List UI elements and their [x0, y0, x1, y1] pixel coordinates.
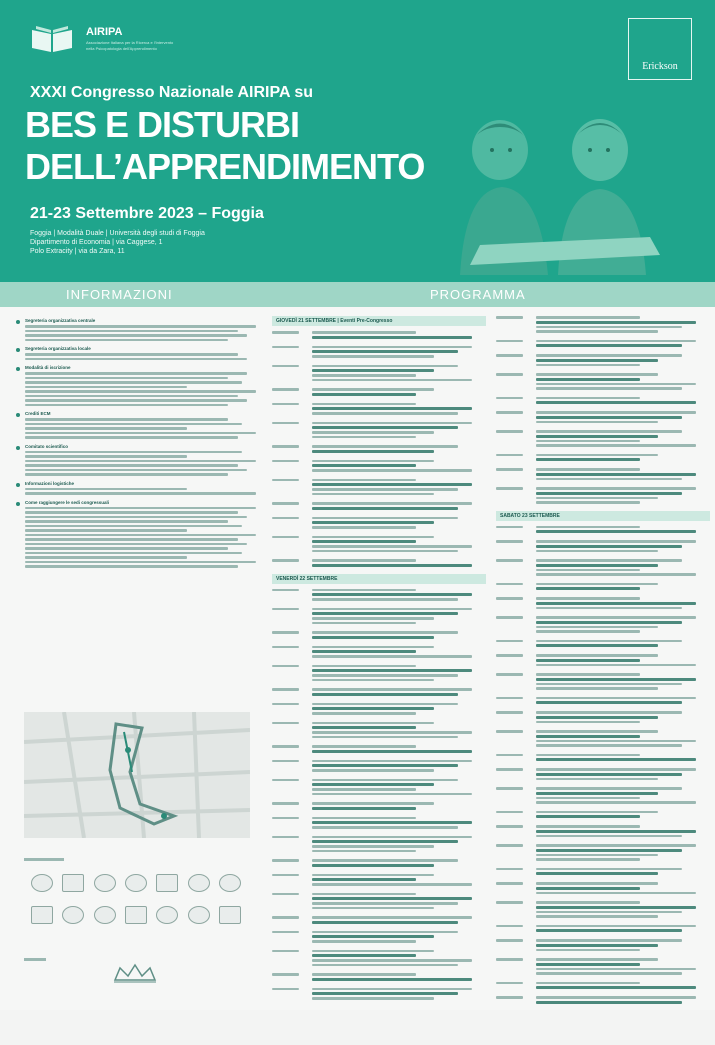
- publisher-logo: Erickson: [628, 18, 692, 80]
- program-slot: [272, 988, 486, 1000]
- program-slot: [496, 340, 710, 348]
- program-slot: [496, 640, 710, 648]
- info-section-title: INFORMAZIONI: [66, 287, 173, 302]
- sponsor-logo: [31, 874, 53, 892]
- program-column-right: [496, 316, 710, 1006]
- sponsor-logo: [94, 874, 116, 892]
- program-slot: [272, 346, 486, 358]
- program-slot: [496, 996, 710, 1006]
- sponsor-logo: [188, 906, 210, 924]
- program-slot: [272, 722, 486, 739]
- program-slot: [272, 745, 486, 753]
- program-slot: [272, 931, 486, 943]
- program-slot: [272, 331, 486, 339]
- program-slot: [496, 540, 710, 552]
- program-slot: [496, 754, 710, 762]
- sponsor-logo: [94, 906, 116, 924]
- sponsor-logos: [26, 874, 246, 924]
- info-item-heading: Segreteria organizzativa locale: [25, 346, 91, 351]
- sponsors-label-bar: [24, 858, 64, 861]
- program-slot: [496, 397, 710, 405]
- program-slot: [496, 373, 710, 390]
- program-slot: [272, 631, 486, 639]
- organization-subtitle-line: Associazione Italiana per la Ricerca e l'Intervento: [86, 40, 174, 45]
- info-item: [16, 500, 256, 568]
- venue-line: Foggia | Modalità Duale | Università degli studi di Foggia: [30, 230, 205, 237]
- program-slot: [496, 654, 710, 666]
- program-slot: [496, 559, 710, 576]
- program-slot: [496, 316, 710, 333]
- info-item: [16, 411, 256, 439]
- program-slot: [496, 811, 710, 819]
- sponsor-logo: [156, 906, 178, 924]
- program-slot: [272, 802, 486, 810]
- program-slot: [496, 597, 710, 609]
- venue-line: Polo Extracity | via da Zara, 11: [30, 248, 125, 255]
- venue-map: [24, 712, 250, 838]
- sponsor-logo: [219, 906, 241, 924]
- info-item: [16, 346, 256, 360]
- pre-title: XXXI Congresso Nazionale AIRIPA su: [30, 84, 314, 101]
- program-section-title: PROGRAMMA: [430, 287, 526, 302]
- program-slot: [272, 859, 486, 867]
- info-item-heading: Comitato scientifico: [25, 443, 69, 449]
- sponsors2-label-bar: [24, 958, 46, 961]
- info-item: [16, 365, 256, 406]
- program-slot: [272, 973, 486, 981]
- program-slot: [496, 673, 710, 690]
- program-slot: [496, 616, 710, 633]
- day-header: VENERDÌ 22 SETTEMBRE: [272, 574, 486, 584]
- title-line-1: BES E DISTURBI: [25, 104, 300, 145]
- program-slot: [272, 403, 486, 415]
- program-slot: [272, 502, 486, 510]
- sponsor-logo: [125, 874, 147, 892]
- program-slot: [272, 779, 486, 796]
- bottom-margin: [0, 1010, 715, 1045]
- header-banner: [0, 0, 715, 282]
- program-slot: [496, 711, 710, 723]
- sponsor-logo: [219, 874, 241, 892]
- children-reading-photo: [440, 95, 680, 275]
- program-slot: [496, 526, 710, 534]
- event-dates: 21-23 Settembre 2023 – Foggia: [30, 205, 264, 222]
- program-slot: [272, 665, 486, 682]
- program-slot: [496, 487, 710, 504]
- program-slot: [496, 939, 710, 951]
- program-slot: [496, 697, 710, 705]
- program-slot: [272, 950, 486, 967]
- program-slot: [272, 460, 486, 472]
- program-slot: [496, 454, 710, 462]
- program-slot: [496, 411, 710, 423]
- program-slot: [272, 874, 486, 886]
- sponsor-logo: [62, 906, 84, 924]
- info-column: [16, 318, 256, 573]
- organization-subtitle-line: nella Psicopatologia dell'Apprendimento: [86, 46, 157, 51]
- info-item: [16, 481, 256, 495]
- program-slot: [496, 958, 710, 975]
- sponsor-logo: [125, 906, 147, 924]
- open-book-icon: [30, 22, 74, 56]
- program-slot: [496, 925, 710, 933]
- program-slot: [272, 536, 486, 553]
- organization-name: AIRIPA: [86, 26, 123, 38]
- program-slot: [496, 430, 710, 447]
- program-slot: [496, 787, 710, 804]
- program-slot: [272, 893, 486, 910]
- sponsor-logo: [62, 874, 84, 892]
- program-slot: [272, 703, 486, 715]
- program-slot: [272, 479, 486, 496]
- program-slot: [496, 868, 710, 876]
- program-slot: [272, 517, 486, 529]
- info-item: [16, 318, 256, 341]
- program-slot: [496, 982, 710, 990]
- program-slot: [496, 730, 710, 747]
- info-item-heading: Crediti ECM: [25, 411, 51, 416]
- day-header: SABATO 23 SETTEMBRE: [496, 511, 710, 521]
- program-column-left: [272, 316, 486, 1006]
- sponsor-logo: [156, 874, 178, 892]
- organization-subtitle: [86, 40, 236, 52]
- sponsor-logo: [188, 874, 210, 892]
- crown-emblem-logo: [110, 962, 160, 984]
- program-slot: [496, 844, 710, 861]
- program-slot: [272, 646, 486, 658]
- program-slot: [272, 422, 486, 439]
- program-slot: [272, 688, 486, 696]
- program-slot: [272, 836, 486, 853]
- program-slot: [496, 882, 710, 894]
- program-slot: [272, 817, 486, 829]
- program-slot: [272, 589, 486, 601]
- title-line-2: DELL’APPRENDIMENTO: [25, 146, 425, 187]
- program-slot: [496, 468, 710, 480]
- info-item-heading: Segreteria organizzativa centrale: [25, 318, 96, 323]
- program-slot: [496, 768, 710, 780]
- program-slot: [272, 365, 486, 382]
- organization-block: [30, 22, 236, 56]
- program-slot: [496, 901, 710, 918]
- program-slot: [496, 825, 710, 837]
- venue-info: [30, 229, 205, 256]
- program-slot: [272, 760, 486, 772]
- program-slot: [272, 559, 486, 567]
- info-item: [16, 444, 256, 476]
- info-item-heading: Informazioni logistiche: [25, 480, 75, 486]
- venue-line: Dipartimento di Economia | via Caggese, 1: [30, 239, 163, 246]
- sponsor-logo: [31, 906, 53, 924]
- info-item-heading: Come raggiungere le sedi congressuali: [25, 499, 110, 505]
- program-slot: [272, 916, 486, 924]
- program-slot: [496, 583, 710, 591]
- program-slot: [272, 445, 486, 453]
- program-slot: [272, 388, 486, 396]
- day-header: GIOVEDÌ 21 SETTEMBRE | Eventi Pre-Congresso: [272, 316, 486, 326]
- program-slot: [496, 354, 710, 366]
- program-slot: [272, 608, 486, 625]
- info-item-heading: Modalità di iscrizione: [25, 365, 71, 370]
